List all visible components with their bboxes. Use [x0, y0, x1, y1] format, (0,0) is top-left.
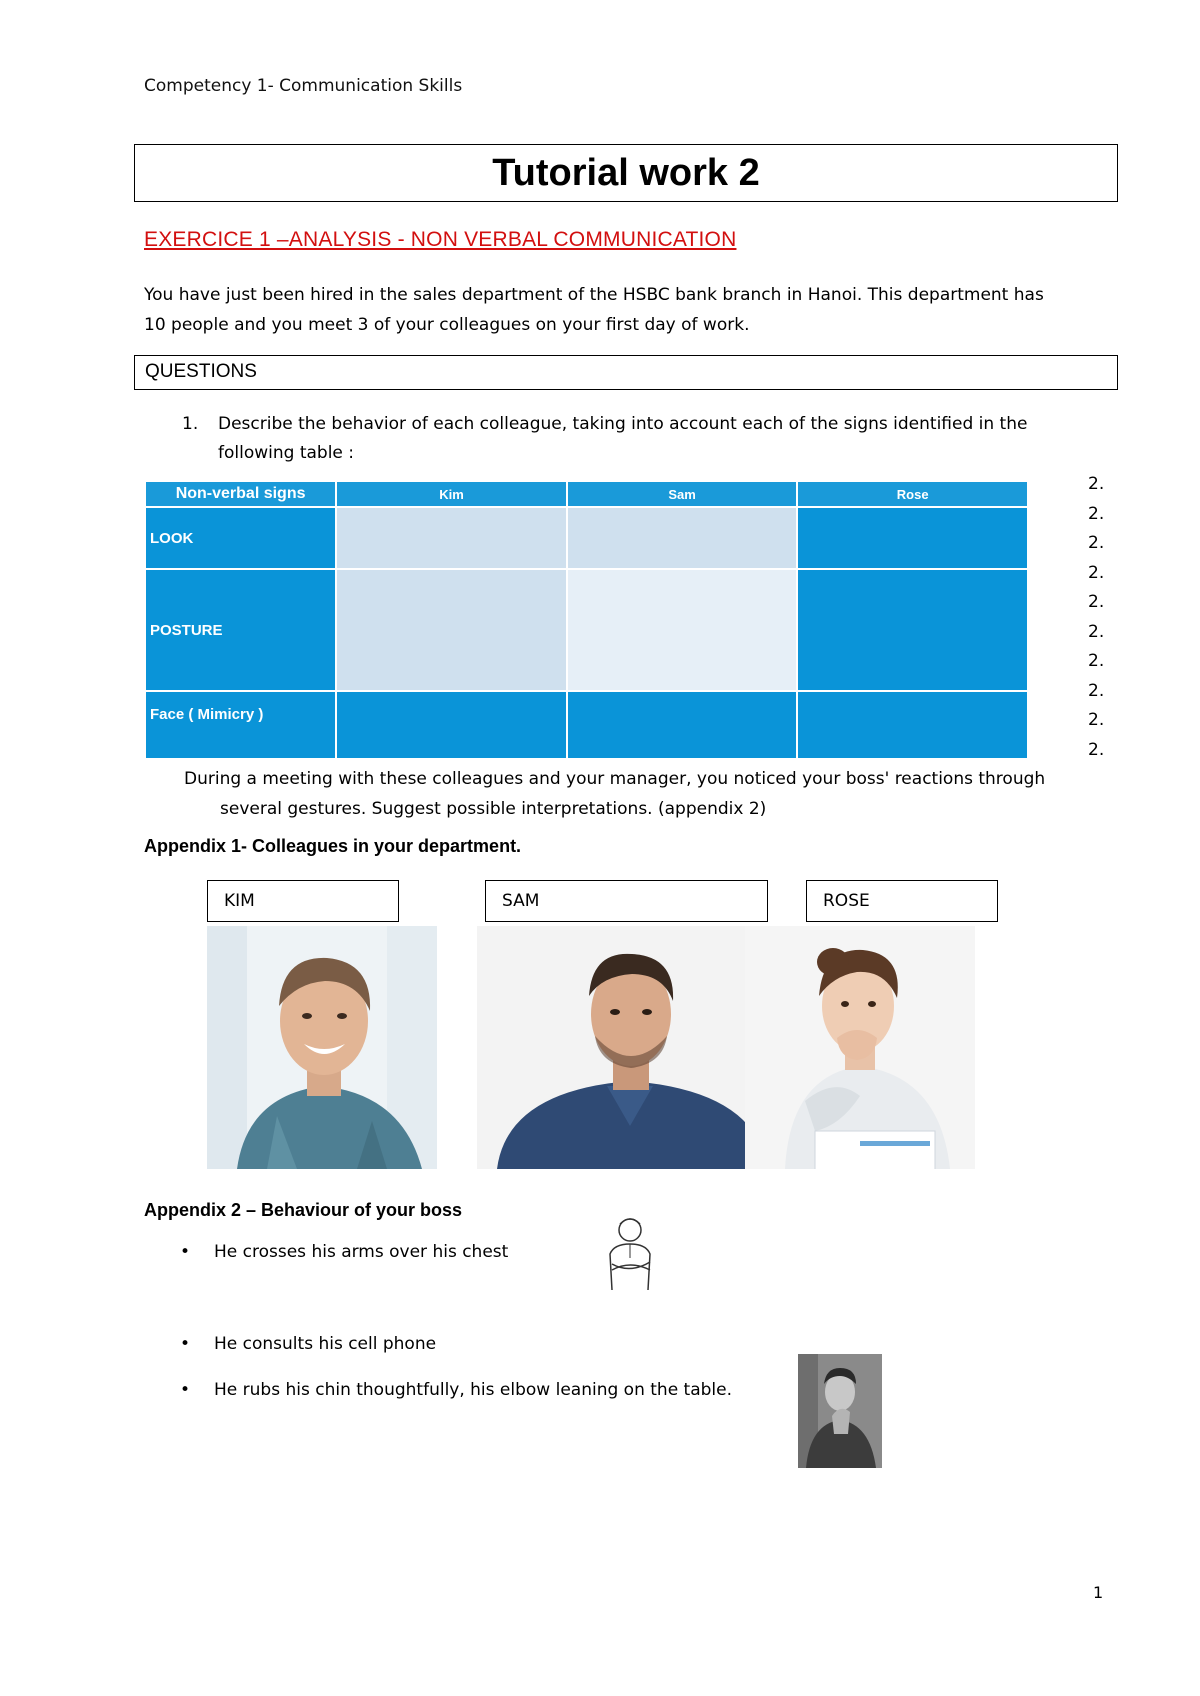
row-label-posture: POSTURE — [145, 569, 336, 691]
row-label-face: Face ( Mimicry ) — [145, 691, 336, 759]
cell-face-rose[interactable] — [797, 691, 1028, 759]
nonverbal-signs-table — [144, 480, 1029, 760]
cell-look-kim[interactable] — [336, 507, 567, 569]
photo-rose — [745, 926, 975, 1169]
question-1 — [182, 410, 1082, 468]
question-2-line-1: During a meeting with these colleagues and your manager, you noticed your boss' reactions through — [184, 769, 1046, 789]
intro-line-1: You have just been hired in the sales department of the HSBC bank branch in Hanoi. This department has — [144, 285, 1044, 305]
header-rose: Rose — [797, 481, 1028, 507]
row-label-look: LOOK — [145, 507, 336, 569]
cell-posture-sam[interactable] — [567, 569, 798, 691]
list-item: 2. — [1088, 680, 1105, 701]
name-kim: KIM — [224, 891, 255, 911]
cell-posture-rose[interactable] — [797, 569, 1028, 691]
name-rose: ROSE — [823, 891, 870, 911]
cell-face-kim[interactable] — [336, 691, 567, 759]
list-item: 2. — [1088, 592, 1105, 612]
bullet-text-rubs-chin: He rubs his chin thoughtfully, his elbow leaning on the table. — [214, 1380, 733, 1400]
list-item: 2. — [1088, 621, 1105, 642]
exercise-title: EXERCICE 1 –ANALYSIS - NON VERBAL COMMUNICATION — [144, 228, 737, 251]
photo-kim — [207, 926, 437, 1169]
chin-rub-photo — [798, 1354, 882, 1468]
list-item: 2. — [1088, 739, 1105, 760]
table-row-posture — [145, 569, 1028, 691]
cell-face-sam[interactable] — [567, 691, 798, 759]
list-item: 2. — [1088, 651, 1105, 671]
table-row-look — [145, 507, 1028, 569]
bullet-text-arms-crossed: He crosses his arms over his chest — [214, 1242, 509, 1262]
photo-sam — [477, 926, 783, 1169]
bullet-dot: • — [180, 1334, 191, 1354]
page-header: Competency 1- Communication Skills — [144, 76, 463, 96]
table-header-row — [145, 481, 1028, 507]
appendix-1-title: Appendix 1- Colleagues in your department. — [144, 836, 522, 856]
cell-posture-kim[interactable] — [336, 569, 567, 691]
bullet-dot: • — [180, 1242, 191, 1262]
intro-line-2: 10 people and you meet 3 of your colleagues on your first day of work. — [144, 315, 750, 335]
page-number: 1 — [1093, 1583, 1104, 1602]
header-sam: Sam — [567, 481, 798, 507]
numbered-list — [1088, 470, 1104, 765]
name-box-rose — [806, 880, 998, 922]
bullet-text-cell-phone: He consults his cell phone — [214, 1334, 437, 1354]
bullet-dot: • — [180, 1380, 191, 1400]
page-title: Tutorial work 2 — [492, 152, 760, 194]
list-item: 2. — [1088, 503, 1105, 524]
list-item: 2. — [1088, 562, 1105, 583]
header-kim: Kim — [336, 481, 567, 507]
question-2-line-2: several gestures. Suggest possible interpretations. (appendix 2) — [220, 799, 767, 819]
exercise-intro — [144, 280, 1114, 340]
question-1-line-1: Describe the behavior of each colleague, taking into account each of the signs identified in the — [218, 414, 1028, 434]
question-1-number: 1. — [182, 414, 199, 434]
cell-look-sam[interactable] — [567, 507, 798, 569]
list-item: 2. — [1088, 710, 1105, 730]
header-nonverbal-signs: Non-verbal signs — [145, 481, 336, 507]
name-sam: SAM — [502, 891, 540, 911]
name-box-sam — [485, 880, 768, 922]
cell-look-rose[interactable] — [797, 507, 1028, 569]
list-item: 2. — [1088, 533, 1105, 553]
name-box-kim — [207, 880, 399, 922]
questions-heading-box — [134, 355, 1118, 390]
questions-heading: QUESTIONS — [145, 361, 257, 382]
appendix-2-title: Appendix 2 – Behaviour of your boss — [144, 1200, 463, 1220]
title-box — [134, 144, 1118, 202]
table-row-face — [145, 691, 1028, 759]
question-2 — [184, 764, 1104, 824]
list-item: 2. — [1088, 474, 1105, 494]
crossed-arms-illustration — [600, 1212, 660, 1292]
question-1-line-2: following table : — [218, 443, 355, 463]
